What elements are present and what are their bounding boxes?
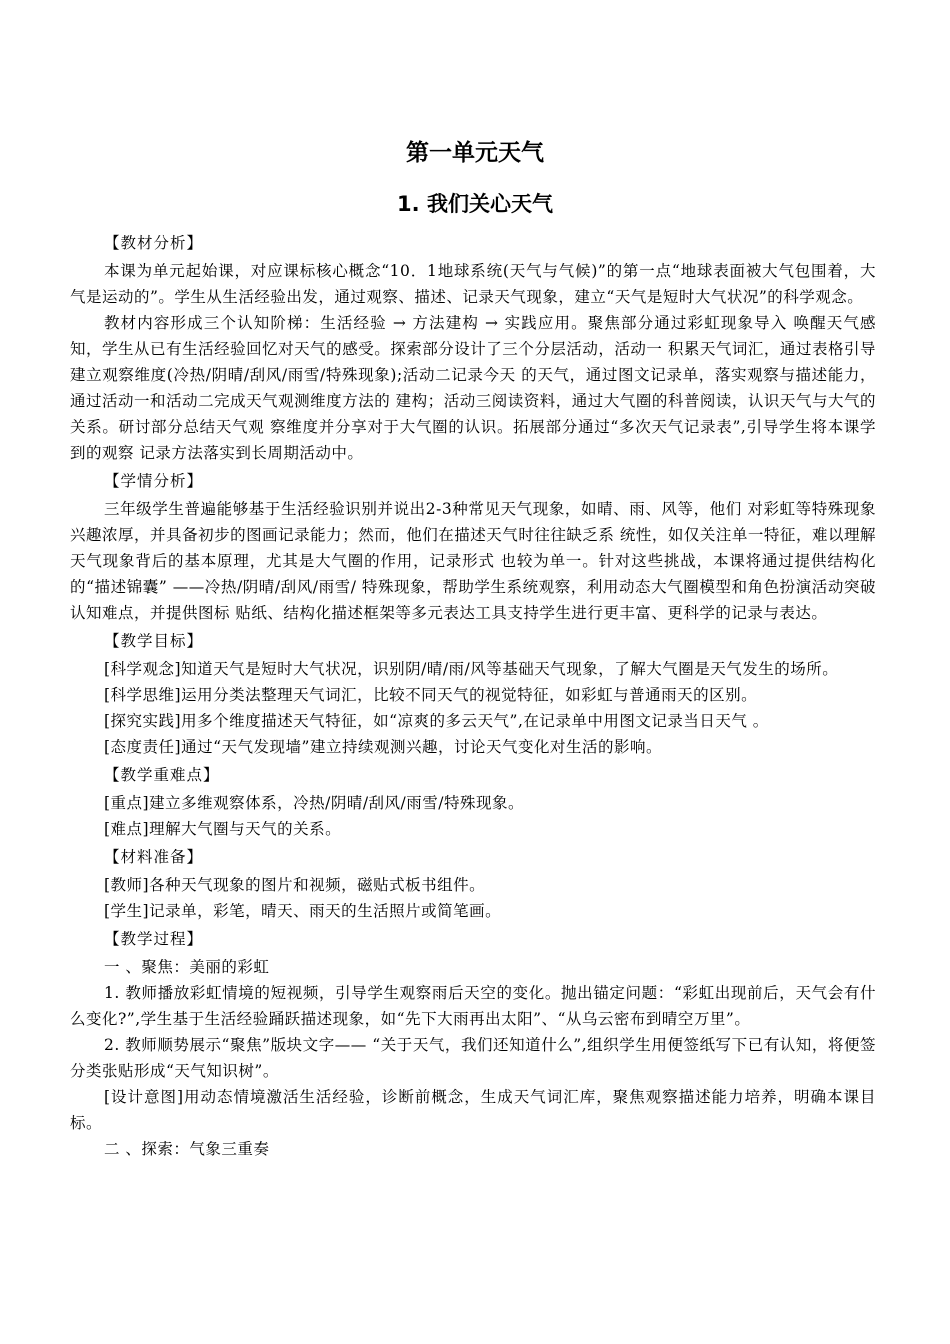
material-paragraph-2: 教材内容形成三个认知阶梯：生活经验 → 方法建构 → 实践应用。聚焦部分通过彩虹现象导入 唤醒天气感知，学生从已有生活经验回忆对天气的感受。探索部分设计了三个分层活动，活动一 积累天气词汇，通过表格引导建立观察维度(冷热/阴晴/刮风/雨雪/特殊现象);活动二记录今天 的天气，通过图文记录单，落实观察与描述能力，通过活动一和活动二完成天气观测维度方法的 建构；活动三阅读资料，通过大气圈的科普阅读，认识天气与大气的关系。研讨部分总结天气观 察维度并分享对于大气圈的认识。拓展部分通过“多次天气记录表”,引导学生将本课学到的观察 记录方法落实到长周期活动中。 — [70, 314, 876, 462]
key-point: [重点]建立多维观察体系，冷热/阴晴/刮风/雨雪/特殊现象。 — [104, 794, 524, 812]
section-heading-goals: 【教学目标】 — [104, 632, 204, 650]
goal-attitude: [态度责任]通过“天气发现墙”建立持续观测兴趣，讨论天气变化对生活的影响。 — [104, 738, 662, 756]
section-heading-material: 【教材分析】 — [104, 234, 204, 252]
step-1-design-intent: [设计意图]用动态情境激活生活经验，诊断前概念，生成天气词汇库，聚焦观察描述能力培养，明确本课目标。 — [70, 1088, 876, 1132]
document-body — [70, 230, 876, 1162]
materials-student: [学生]记录单，彩笔，晴天、雨天的生活照片或简笔画。 — [104, 902, 502, 920]
difficult-point: [难点]理解大气圈与天气的关系。 — [104, 820, 342, 838]
material-paragraph-1: 本课为单元起始课，对应课标核心概念“10．1地球系统(天气与气候)”的第一点“地球表面被大气包围着，大气是运动的”。学生从生活经验出发，通过观察、描述、记录天气现象，建立“天气是短时大气状况”的科学观念。 — [70, 262, 876, 306]
step-2-title: 二 、探索：气象三重奏 — [104, 1140, 270, 1158]
section-heading-learner: 【学情分析】 — [104, 472, 204, 490]
section-heading-materials: 【材料准备】 — [104, 848, 204, 866]
materials-teacher: [教师]各种天气现象的图片和视频，磁贴式板书组件。 — [104, 876, 486, 894]
lesson-title: 1. 我们关心天气 — [397, 192, 553, 216]
learner-paragraph: 三年级学生普遍能够基于生活经验识别并说出2-3种常见天气现象，如晴、雨、风等，他们 对彩虹等特殊现象兴趣浓厚，并具备初步的图画记录能力；然而，他们在描述天气时往往缺乏系 统性，如仅关注单一特征，难以理解天气现象背后的基本原理，尤其是大气圈的作用，记录形式 也较为单一。针对这些挑战，本课将通过提供结构化的“描述锦囊” ——冷热/阴晴/刮风/雨雪/ 特殊现象，帮助学生系统观察，利用动态大气圈模型和角色扮演活动突破认知难点，并提供图标 贴纸、结构化描述框架等多元表达工具支持学生进行更丰富、更科学的记录与表达。 — [70, 500, 876, 622]
goal-science-concept: [科学观念]知道天气是短时大气状况，识别阴/晴/雨/风等基础天气现象，了解大气圈是天气发生的场所。 — [104, 660, 839, 678]
section-heading-process: 【教学过程】 — [104, 930, 204, 948]
goal-inquiry-practice: [探究实践]用多个维度描述天气特征，如“凉爽的多云天气”,在记录单中用图文记录当日天气 。 — [104, 712, 769, 730]
step-1-title: 一 、聚焦：美丽的彩虹 — [104, 958, 270, 976]
step-1-paragraph-2: 2. 教师顺势展示“聚焦”版块文字—— “关于天气，我们还知道什么”,组织学生用便签纸写下已有认知，将便签分类张贴形成“天气知识树”。 — [70, 1036, 876, 1080]
step-1-paragraph-1: 1. 教师播放彩虹情境的短视频，引导学生观察雨后天空的变化。抛出锚定问题：“彩虹出现前后，天气会有什么变化?”,学生基于生活经验踊跃描述现象，如“先下大雨再出太阳”、“从乌云密布到晴空万里”。 — [70, 984, 876, 1028]
section-heading-key-points: 【教学重难点】 — [104, 766, 220, 784]
unit-title: 第一单元天气 — [406, 140, 544, 166]
goal-science-thinking: [科学思维]运用分类法整理天气词汇，比较不同天气的视觉特征，如彩虹与普通雨天的区别。 — [104, 686, 758, 704]
